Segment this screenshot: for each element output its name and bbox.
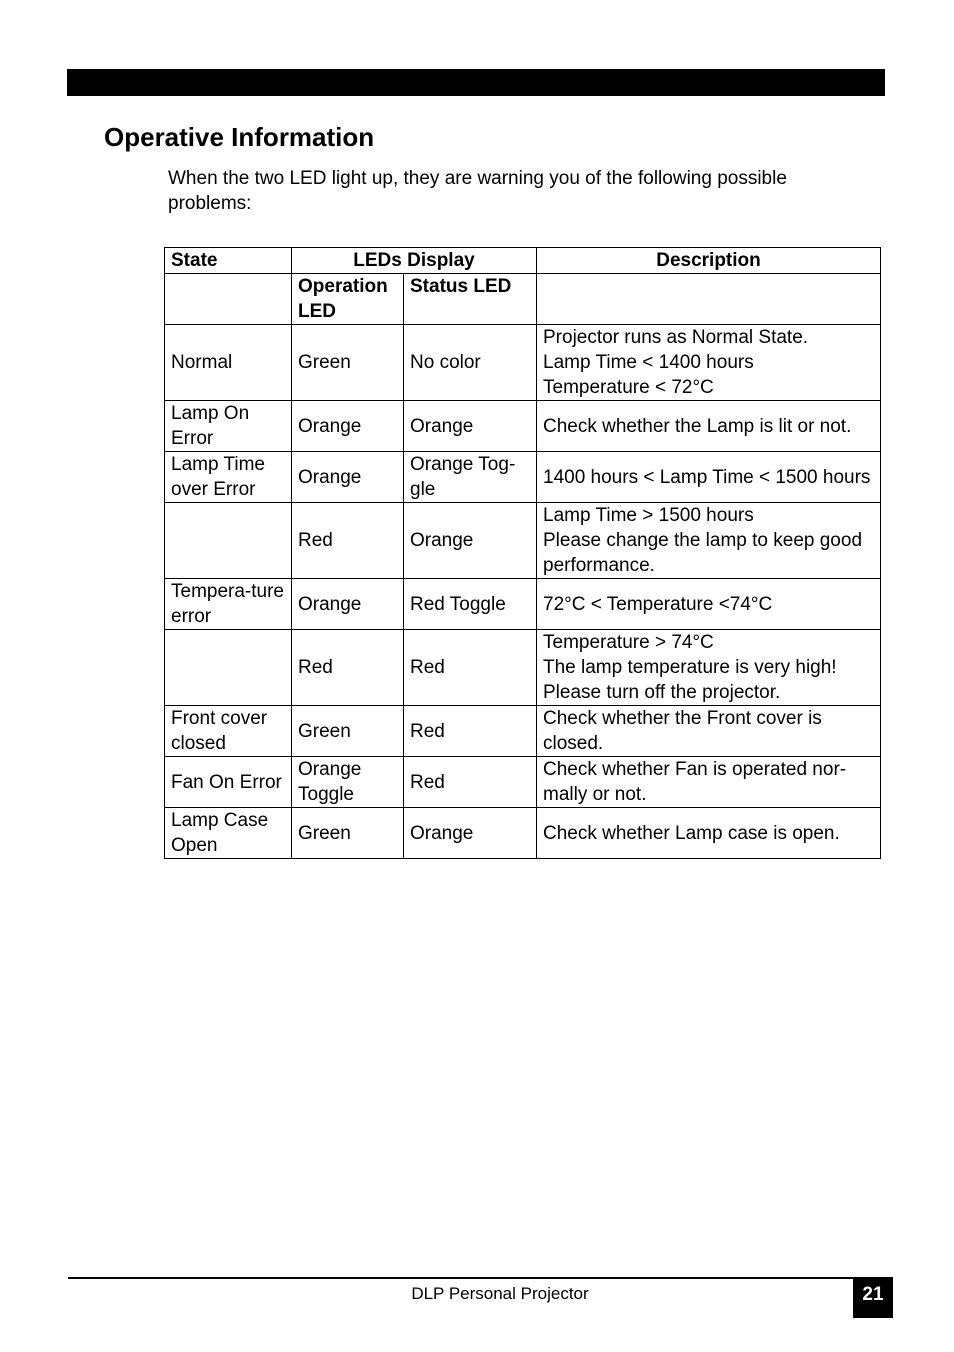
description-line: The lamp temperature is very high! xyxy=(543,657,837,678)
state-cell: Lamp On Error xyxy=(165,401,292,452)
operation-led-cell: Orange xyxy=(292,452,404,503)
description-line: Check whether Fan is operated nor-mally or not. xyxy=(543,759,847,805)
footer-rule xyxy=(68,1277,854,1279)
state-cell: Lamp Case Open xyxy=(165,808,292,859)
table-row xyxy=(165,325,881,401)
status-led-cell: Orange Tog-gle xyxy=(404,452,537,503)
state-cell: Tempera-ture error xyxy=(165,579,292,630)
led-status-table xyxy=(164,247,881,859)
footer-text: DLP Personal Projector xyxy=(411,1284,589,1303)
header-status-led: Status LED xyxy=(404,274,537,325)
header-operation-led: Operation LED xyxy=(292,274,404,325)
header-empty-state xyxy=(165,274,292,325)
page-number: 21 xyxy=(853,1277,893,1318)
description-line: Temperature > 74°C xyxy=(543,632,714,653)
state-cell: Front cover closed xyxy=(165,706,292,757)
header-bar xyxy=(67,69,885,96)
table-row xyxy=(165,630,881,706)
status-led-cell: Orange xyxy=(404,401,537,452)
description-line: Check whether the Front cover is closed. xyxy=(543,708,822,754)
header-state: State xyxy=(165,248,292,274)
operation-led-cell: Red xyxy=(292,503,404,579)
table-row xyxy=(165,579,881,630)
description-cell xyxy=(537,401,881,452)
table-row xyxy=(165,503,881,579)
table-row xyxy=(165,757,881,808)
operation-led-cell: Green xyxy=(292,808,404,859)
table-row xyxy=(165,808,881,859)
status-led-cell: Red xyxy=(404,706,537,757)
description-cell xyxy=(537,757,881,808)
status-led-cell: Orange xyxy=(404,503,537,579)
operation-led-cell: Red xyxy=(292,630,404,706)
status-led-cell: Red xyxy=(404,757,537,808)
description-cell xyxy=(537,706,881,757)
description-line: 1400 hours < Lamp Time < 1500 hours xyxy=(543,466,871,488)
status-led-cell: Orange xyxy=(404,808,537,859)
table-row xyxy=(165,706,881,757)
description-line: Check whether Lamp case is open. xyxy=(543,822,840,844)
operation-led-cell: Green xyxy=(292,706,404,757)
table-row xyxy=(165,401,881,452)
description-cell xyxy=(537,630,881,706)
status-led-cell: No color xyxy=(404,325,537,401)
state-cell: Fan On Error xyxy=(165,757,292,808)
state-cell: Normal xyxy=(165,325,292,401)
description-line: Lamp Time > 1500 hours xyxy=(543,505,754,526)
description-cell xyxy=(537,452,881,503)
header-leds-display: LEDs Display xyxy=(292,248,537,274)
description-line: Please turn off the projector. xyxy=(543,682,781,703)
status-led-cell: Red Toggle xyxy=(404,579,537,630)
table-body xyxy=(165,325,881,859)
page-title: Operative Information xyxy=(104,122,375,152)
description-line: Projector runs as Normal State. xyxy=(543,327,809,348)
description-line: Check whether the Lamp is lit or not. xyxy=(543,415,852,437)
operation-led-cell: Orange Toggle xyxy=(292,757,404,808)
state-cell xyxy=(165,630,292,706)
description-line: Please change the lamp to keep good performance. xyxy=(543,530,863,576)
table-row xyxy=(165,452,881,503)
header-description: Description xyxy=(537,248,881,274)
description-cell xyxy=(537,325,881,401)
status-led-cell: Red xyxy=(404,630,537,706)
header-empty-description xyxy=(537,274,881,325)
state-cell: Lamp Time over Error xyxy=(165,452,292,503)
state-cell xyxy=(165,503,292,579)
description-cell xyxy=(537,503,881,579)
description-cell xyxy=(537,808,881,859)
description-line: Lamp Time < 1400 hours xyxy=(543,352,754,373)
description-cell xyxy=(537,579,881,630)
operation-led-cell: Green xyxy=(292,325,404,401)
intro-text: When the two LED light up, they are warning you of the following possible problems: xyxy=(168,168,787,214)
description-line: Temperature < 72°C xyxy=(543,377,714,398)
operation-led-cell: Orange xyxy=(292,579,404,630)
operation-led-cell: Orange xyxy=(292,401,404,452)
description-line: 72°C < Temperature <74°C xyxy=(543,593,773,615)
